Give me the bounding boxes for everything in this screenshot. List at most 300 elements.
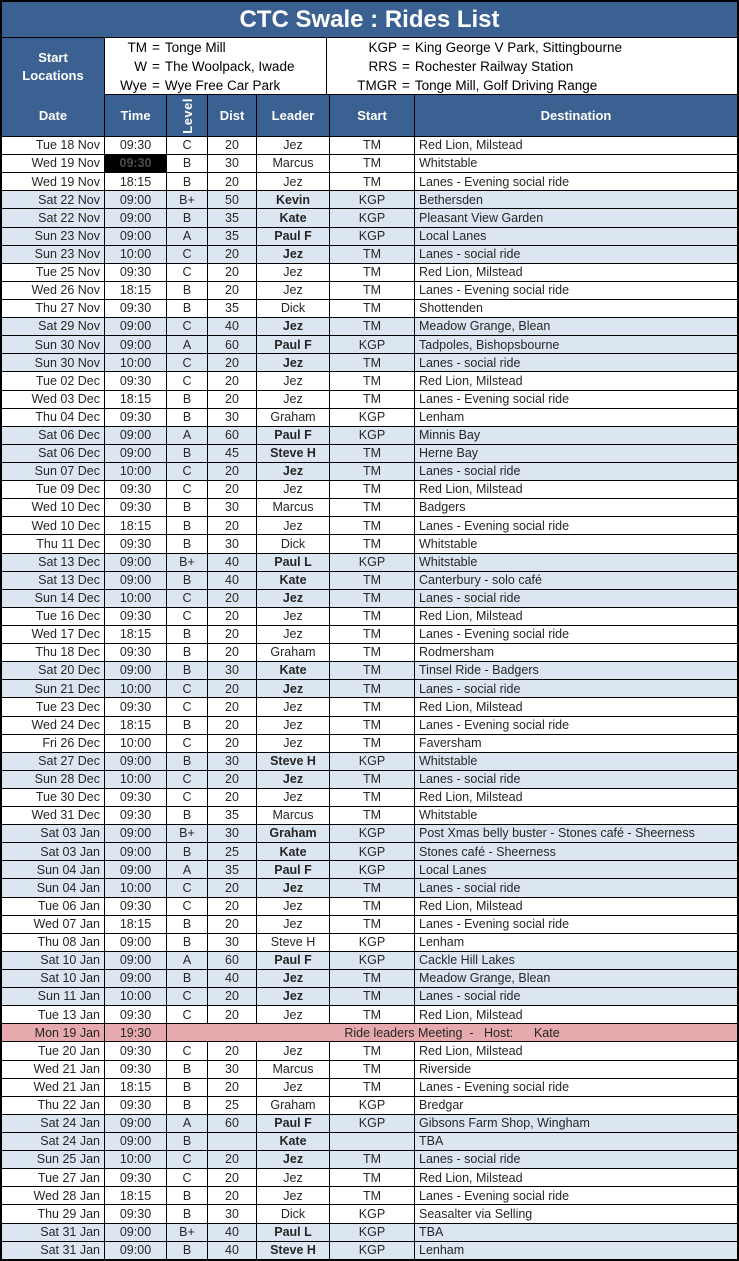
leader-cell[interactable]: Jez [257, 1169, 330, 1186]
destination-cell[interactable]: Whitstable [419, 554, 478, 569]
date-cell[interactable]: Sun 11 Jan [2, 988, 105, 1005]
dist-cell[interactable]: 20 [208, 282, 257, 299]
date-cell[interactable]: Tue 18 Nov [2, 137, 105, 154]
leader-cell[interactable]: Kate [257, 1133, 330, 1150]
leader-cell[interactable]: Jez [257, 1187, 330, 1204]
destination-cell[interactable]: Bredgar [419, 1098, 464, 1113]
level-cell[interactable]: B+ [167, 191, 208, 208]
leader-cell[interactable]: Steve H [257, 934, 330, 951]
start-cell[interactable]: TM [330, 463, 415, 480]
time-cell[interactable]: 09:00 [105, 843, 167, 860]
leader-cell[interactable]: Jez [257, 735, 330, 752]
start-cell[interactable]: TM [330, 318, 415, 335]
leader-cell[interactable]: Jez [257, 137, 330, 154]
level-cell[interactable]: B [167, 1187, 208, 1204]
date-cell[interactable]: Sat 06 Dec [2, 427, 105, 444]
level-cell[interactable]: B [167, 644, 208, 661]
destination-cell[interactable]: Red Lion, Milstead [419, 790, 523, 805]
date-cell[interactable]: Tue 27 Jan [2, 1169, 105, 1186]
time-cell[interactable]: 10:00 [105, 680, 167, 697]
start-cell[interactable]: KGP [330, 861, 415, 878]
start-cell[interactable]: KGP [330, 1097, 415, 1114]
dist-cell[interactable]: 25 [208, 1097, 257, 1114]
destination-cell[interactable]: Whitstable [419, 536, 478, 551]
dist-cell[interactable]: 20 [208, 879, 257, 896]
start-cell[interactable]: TM [330, 517, 415, 534]
destination-cell[interactable]: Local Lanes [419, 228, 487, 243]
time-cell[interactable]: 09:30 [105, 1097, 167, 1114]
dist-cell[interactable]: 20 [208, 916, 257, 933]
dist-cell[interactable]: 30 [208, 499, 257, 516]
leader-cell[interactable]: Graham [257, 644, 330, 661]
dist-cell[interactable]: 20 [208, 644, 257, 661]
level-cell[interactable]: C [167, 698, 208, 715]
destination-cell[interactable]: Lanes - Evening social ride [419, 627, 570, 642]
level-cell[interactable]: C [167, 771, 208, 788]
destination-cell[interactable]: Seasalter via Selling [419, 1206, 533, 1221]
leader-cell[interactable]: Jez [257, 590, 330, 607]
dist-cell[interactable]: 30 [208, 409, 257, 426]
leader-cell[interactable]: Steve H [257, 1242, 330, 1259]
time-cell[interactable]: 09:00 [105, 934, 167, 951]
destination-cell[interactable]: Tinsel Ride - Badgers [419, 663, 539, 678]
date-cell[interactable]: Wed 21 Jan [2, 1079, 105, 1096]
date-cell[interactable]: Sun 14 Dec [2, 590, 105, 607]
date-cell[interactable]: Sun 04 Jan [2, 879, 105, 896]
time-cell[interactable]: 09:00 [105, 427, 167, 444]
dist-cell[interactable]: 60 [208, 336, 257, 353]
start-cell[interactable]: TM [330, 1187, 415, 1204]
destination-cell[interactable]: Lanes - social ride [419, 772, 521, 787]
destination-cell[interactable]: Lanes - Evening social ride [419, 717, 570, 732]
time-cell[interactable]: 09:30 [105, 608, 167, 625]
start-cell[interactable]: TM [330, 372, 415, 389]
time-cell[interactable]: 10:00 [105, 735, 167, 752]
date-cell[interactable]: Sat 22 Nov [2, 191, 105, 208]
time-cell[interactable]: 09:00 [105, 228, 167, 245]
time-cell[interactable]: 09:00 [105, 1133, 167, 1150]
date-cell[interactable]: Wed 10 Dec [2, 499, 105, 516]
dist-cell[interactable]: 20 [208, 717, 257, 734]
dist-cell[interactable]: 40 [208, 970, 257, 987]
date-cell[interactable]: Thu 11 Dec [2, 535, 105, 552]
start-cell[interactable]: KGP [330, 843, 415, 860]
start-cell[interactable]: TM [330, 898, 415, 915]
date-cell[interactable]: Sat 29 Nov [2, 318, 105, 335]
date-cell[interactable]: Sun 28 Dec [2, 771, 105, 788]
start-cell[interactable]: TM [330, 282, 415, 299]
date-cell[interactable]: Sat 03 Jan [2, 843, 105, 860]
level-cell[interactable]: C [167, 735, 208, 752]
dist-cell[interactable]: 30 [208, 535, 257, 552]
time-cell[interactable]: 09:30 [105, 698, 167, 715]
time-cell[interactable]: 09:30 [105, 481, 167, 498]
date-cell[interactable]: Sat 24 Jan [2, 1133, 105, 1150]
dist-cell[interactable]: 40 [208, 1242, 257, 1259]
time-cell[interactable]: 09:30 [105, 535, 167, 552]
dist-cell[interactable]: 40 [208, 318, 257, 335]
date-cell[interactable]: Sun 04 Jan [2, 861, 105, 878]
dist-cell[interactable] [208, 1133, 257, 1150]
dist-cell[interactable]: 20 [208, 372, 257, 389]
time-cell[interactable]: 09:00 [105, 1242, 167, 1259]
date-cell[interactable]: Tue 25 Nov [2, 264, 105, 281]
start-cell[interactable]: TM [330, 1151, 415, 1168]
level-cell[interactable]: C [167, 481, 208, 498]
destination-cell[interactable]: Red Lion, Milstead [419, 699, 523, 714]
destination-cell[interactable]: Red Lion, Milstead [419, 1007, 523, 1022]
leader-cell[interactable]: Paul F [257, 861, 330, 878]
dist-cell[interactable]: 50 [208, 191, 257, 208]
destination-cell[interactable]: Pleasant View Garden [419, 210, 544, 225]
date-cell[interactable]: Sat 06 Dec [2, 445, 105, 462]
start-cell[interactable]: TM [330, 608, 415, 625]
start-cell[interactable]: KGP [330, 934, 415, 951]
start-cell[interactable]: TM [330, 879, 415, 896]
time-cell[interactable]: 09:30 [105, 264, 167, 281]
date-cell[interactable]: Fri 26 Dec [2, 735, 105, 752]
leader-cell[interactable]: Jez [257, 698, 330, 715]
leader-cell[interactable]: Paul F [257, 952, 330, 969]
level-cell[interactable]: B [167, 970, 208, 987]
leader-cell[interactable]: Marcus [257, 499, 330, 516]
leader-cell[interactable]: Kate [257, 572, 330, 589]
destination-cell[interactable]: Herne Bay [419, 446, 479, 461]
destination-cell[interactable]: Lanes - social ride [419, 681, 521, 696]
leader-cell[interactable]: Jez [257, 771, 330, 788]
dist-cell[interactable]: 20 [208, 988, 257, 1005]
time-cell[interactable]: 09:00 [105, 336, 167, 353]
date-cell[interactable]: Sun 23 Nov [2, 246, 105, 263]
date-cell[interactable]: Wed 10 Dec [2, 517, 105, 534]
time-cell[interactable]: 10:00 [105, 246, 167, 263]
destination-cell[interactable]: Canterbury - solo café [419, 572, 542, 587]
level-cell[interactable]: C [167, 608, 208, 625]
date-cell[interactable]: Sun 25 Jan [2, 1151, 105, 1168]
destination-cell[interactable]: Lanes - Evening social ride [419, 518, 570, 533]
destination-cell[interactable]: Lenham [419, 935, 465, 950]
time-cell[interactable]: 09:00 [105, 191, 167, 208]
destination-cell[interactable]: Cackle Hill Lakes [419, 953, 515, 968]
start-cell[interactable]: TM [330, 717, 415, 734]
start-cell[interactable]: TM [330, 662, 415, 679]
dist-cell[interactable]: 35 [208, 861, 257, 878]
dist-cell[interactable]: 30 [208, 1061, 257, 1078]
start-cell[interactable]: TM [330, 680, 415, 697]
date-cell[interactable]: Tue 20 Jan [2, 1042, 105, 1059]
leader-cell[interactable]: Marcus [257, 807, 330, 824]
dist-cell[interactable]: 30 [208, 662, 257, 679]
date-cell[interactable]: Sat 10 Jan [2, 970, 105, 987]
dist-cell[interactable]: 40 [208, 1224, 257, 1241]
level-cell[interactable]: A [167, 1115, 208, 1132]
time-cell[interactable]: 10:00 [105, 354, 167, 371]
start-cell[interactable]: KGP [330, 554, 415, 571]
dist-cell[interactable]: 35 [208, 807, 257, 824]
destination-cell[interactable]: Whitstable [419, 156, 478, 171]
time-cell[interactable]: 09:00 [105, 445, 167, 462]
dist-cell[interactable]: 30 [208, 934, 257, 951]
start-cell[interactable]: KGP [330, 825, 415, 842]
destination-cell[interactable]: Lanes - social ride [419, 880, 521, 895]
level-cell[interactable]: B [167, 517, 208, 534]
level-cell[interactable]: B [167, 499, 208, 516]
start-cell[interactable]: TM [330, 572, 415, 589]
leader-cell[interactable]: Paul F [257, 228, 330, 245]
start-cell[interactable]: TM [330, 735, 415, 752]
destination-cell[interactable]: Tadpoles, Bishopsbourne [419, 337, 560, 352]
level-cell[interactable]: B [167, 535, 208, 552]
dist-cell[interactable]: 20 [208, 698, 257, 715]
start-cell[interactable]: KGP [330, 209, 415, 226]
time-cell[interactable]: 10:00 [105, 590, 167, 607]
leader-cell[interactable]: Kevin [257, 191, 330, 208]
time-cell[interactable]: 09:30 [105, 807, 167, 824]
destination-cell[interactable]: TBA [419, 1134, 444, 1149]
date-cell[interactable]: Wed 28 Jan [2, 1187, 105, 1204]
start-cell[interactable]: KGP [330, 409, 415, 426]
destination-cell[interactable]: Lanes - Evening social ride [419, 1188, 570, 1203]
leader-cell[interactable]: Graham [257, 825, 330, 842]
dist-cell[interactable]: 20 [208, 1169, 257, 1186]
dist-cell[interactable]: 20 [208, 391, 257, 408]
time-cell[interactable]: 09:30 [105, 499, 167, 516]
leader-cell[interactable]: Jez [257, 282, 330, 299]
date-cell[interactable]: Wed 17 Dec [2, 626, 105, 643]
destination-cell[interactable]: Whitstable [419, 808, 478, 823]
dist-cell[interactable]: 20 [208, 354, 257, 371]
start-cell[interactable]: KGP [330, 427, 415, 444]
destination-cell[interactable]: Meadow Grange, Blean [419, 971, 551, 986]
start-cell[interactable]: TM [330, 1061, 415, 1078]
time-cell[interactable]: 18:15 [105, 173, 167, 190]
level-cell[interactable]: B [167, 409, 208, 426]
destination-cell[interactable]: Red Lion, Milstead [419, 265, 523, 280]
start-cell[interactable]: TM [330, 246, 415, 263]
start-cell[interactable]: TM [330, 499, 415, 516]
dist-cell[interactable]: 30 [208, 753, 257, 770]
time-cell[interactable]: 09:00 [105, 952, 167, 969]
start-cell[interactable]: TM [330, 137, 415, 154]
dist-cell[interactable]: 20 [208, 173, 257, 190]
date-cell[interactable]: Thu 04 Dec [2, 409, 105, 426]
start-cell[interactable]: TM [330, 1042, 415, 1059]
destination-cell[interactable]: Red Lion, Milstead [419, 898, 523, 913]
time-cell[interactable]: 09:00 [105, 209, 167, 226]
time-cell[interactable]: 09:30 [105, 1061, 167, 1078]
start-cell[interactable]: TM [330, 916, 415, 933]
leader-cell[interactable]: Jez [257, 789, 330, 806]
destination-cell[interactable]: Stones café - Sheerness [419, 844, 556, 859]
leader-cell[interactable]: Jez [257, 1006, 330, 1023]
dist-cell[interactable]: 35 [208, 300, 257, 317]
level-cell[interactable]: C [167, 789, 208, 806]
dist-cell[interactable]: 60 [208, 427, 257, 444]
destination-cell[interactable]: Red Lion, Milstead [419, 1043, 523, 1058]
date-cell[interactable]: Wed 07 Jan [2, 916, 105, 933]
time-cell[interactable]: 09:00 [105, 318, 167, 335]
start-cell[interactable] [330, 1133, 415, 1150]
level-cell[interactable]: C [167, 354, 208, 371]
time-cell[interactable]: 10:00 [105, 771, 167, 788]
date-cell[interactable]: Sat 03 Jan [2, 825, 105, 842]
time-cell[interactable]: 09:30 [105, 644, 167, 661]
leader-cell[interactable]: Jez [257, 1079, 330, 1096]
start-cell[interactable]: KGP [330, 753, 415, 770]
level-cell[interactable]: A [167, 427, 208, 444]
time-cell[interactable]: 09:30 [105, 1169, 167, 1186]
level-cell[interactable]: B+ [167, 1224, 208, 1241]
dist-cell[interactable]: 30 [208, 825, 257, 842]
dist-cell[interactable]: 40 [208, 554, 257, 571]
dist-cell[interactable]: 45 [208, 445, 257, 462]
time-cell[interactable]: 09:30 [105, 898, 167, 915]
level-cell[interactable]: C [167, 318, 208, 335]
destination-cell[interactable]: Bethersden [419, 192, 483, 207]
level-cell[interactable]: B [167, 1097, 208, 1114]
time-cell[interactable]: 09:00 [105, 1115, 167, 1132]
leader-cell[interactable]: Dick [257, 300, 330, 317]
level-cell[interactable]: B [167, 282, 208, 299]
leader-cell[interactable]: Jez [257, 970, 330, 987]
date-cell[interactable]: Tue 23 Dec [2, 698, 105, 715]
date-cell[interactable]: Sat 22 Nov [2, 209, 105, 226]
start-cell[interactable]: KGP [330, 191, 415, 208]
leader-cell[interactable]: Jez [257, 463, 330, 480]
dist-cell[interactable]: 20 [208, 1042, 257, 1059]
date-cell[interactable]: Mon 19 Jan [2, 1024, 105, 1041]
leader-cell[interactable]: Jez [257, 680, 330, 697]
destination-cell[interactable]: Gibsons Farm Shop, Wingham [419, 1116, 590, 1131]
destination-cell[interactable]: Lanes - social ride [419, 989, 521, 1004]
dist-cell[interactable]: 20 [208, 137, 257, 154]
time-cell[interactable]: 18:15 [105, 1079, 167, 1096]
date-cell[interactable]: Wed 19 Nov [2, 155, 105, 172]
time-cell[interactable]: 09:00 [105, 825, 167, 842]
time-cell[interactable]: 09:00 [105, 1224, 167, 1241]
time-cell[interactable]: 18:15 [105, 391, 167, 408]
level-cell[interactable]: B [167, 1133, 208, 1150]
start-cell[interactable]: TM [330, 391, 415, 408]
level-cell[interactable]: B [167, 807, 208, 824]
start-cell[interactable]: TM [330, 155, 415, 172]
destination-cell[interactable]: Lanes - Evening social ride [419, 174, 570, 189]
destination-cell[interactable]: Lanes - social ride [419, 355, 521, 370]
leader-cell[interactable]: Graham [257, 409, 330, 426]
destination-cell[interactable]: Lanes - Evening social ride [419, 391, 570, 406]
dist-cell[interactable]: 20 [208, 789, 257, 806]
time-cell[interactable]: 09:00 [105, 970, 167, 987]
destination-cell[interactable]: Whitstable [419, 754, 478, 769]
start-cell[interactable]: KGP [330, 952, 415, 969]
level-cell[interactable]: A [167, 336, 208, 353]
date-cell[interactable]: Sat 31 Jan [2, 1224, 105, 1241]
level-cell[interactable]: B+ [167, 554, 208, 571]
dist-cell[interactable]: 25 [208, 843, 257, 860]
destination-cell[interactable]: Badgers [419, 500, 466, 515]
start-cell[interactable]: TM [330, 807, 415, 824]
dist-cell[interactable]: 20 [208, 246, 257, 263]
start-cell[interactable]: TM [330, 988, 415, 1005]
dist-cell[interactable]: 20 [208, 463, 257, 480]
date-cell[interactable]: Wed 21 Jan [2, 1061, 105, 1078]
start-cell[interactable]: TM [330, 354, 415, 371]
leader-cell[interactable]: Jez [257, 898, 330, 915]
start-cell[interactable]: TM [330, 1006, 415, 1023]
level-cell[interactable]: A [167, 952, 208, 969]
dist-cell[interactable]: 20 [208, 608, 257, 625]
start-cell[interactable]: TM [330, 970, 415, 987]
destination-cell[interactable]: Red Lion, Milstead [419, 1170, 523, 1185]
start-cell[interactable]: TM [330, 698, 415, 715]
leader-cell[interactable]: Jez [257, 391, 330, 408]
time-cell[interactable]: 09:00 [105, 554, 167, 571]
level-cell[interactable]: B [167, 300, 208, 317]
date-cell[interactable]: Sat 13 Dec [2, 572, 105, 589]
date-cell[interactable]: Wed 31 Dec [2, 807, 105, 824]
time-cell[interactable]: 10:00 [105, 463, 167, 480]
level-cell[interactable]: B [167, 1079, 208, 1096]
level-cell[interactable]: C [167, 1006, 208, 1023]
leader-cell[interactable]: Paul F [257, 336, 330, 353]
leader-cell[interactable]: Jez [257, 626, 330, 643]
level-cell[interactable]: B [167, 1061, 208, 1078]
destination-cell[interactable]: Post Xmas belly buster - Stones café - Sheerness [419, 826, 695, 841]
destination-cell[interactable]: Faversham [419, 735, 482, 750]
leader-cell[interactable]: Jez [257, 354, 330, 371]
dist-cell[interactable]: 60 [208, 952, 257, 969]
meeting-text-cell[interactable]: Ride leaders Meeting - Host: Kate [344, 1025, 560, 1040]
date-cell[interactable]: Sat 27 Dec [2, 753, 105, 770]
destination-cell[interactable]: Red Lion, Milstead [419, 609, 523, 624]
date-cell[interactable]: Thu 22 Jan [2, 1097, 105, 1114]
leader-cell[interactable]: Jez [257, 372, 330, 389]
level-cell[interactable]: B [167, 916, 208, 933]
start-cell[interactable]: TM [330, 481, 415, 498]
leader-cell[interactable]: Jez [257, 916, 330, 933]
level-cell[interactable]: A [167, 861, 208, 878]
leader-cell[interactable]: Jez [257, 264, 330, 281]
start-cell[interactable]: TM [330, 300, 415, 317]
date-cell[interactable]: Wed 19 Nov [2, 173, 105, 190]
level-cell[interactable]: B [167, 445, 208, 462]
leader-cell[interactable]: Jez [257, 717, 330, 734]
level-cell[interactable]: C [167, 590, 208, 607]
destination-cell[interactable]: Lenham [419, 1242, 465, 1257]
destination-cell[interactable]: Local Lanes [419, 862, 487, 877]
leader-cell[interactable]: Jez [257, 1042, 330, 1059]
start-cell[interactable]: TM [330, 789, 415, 806]
level-cell[interactable]: A [167, 228, 208, 245]
destination-cell[interactable]: Lanes - Evening social ride [419, 1079, 570, 1094]
dist-cell[interactable]: 20 [208, 481, 257, 498]
time-cell[interactable]: 09:30 [105, 409, 167, 426]
leader-cell[interactable]: Dick [257, 535, 330, 552]
start-cell[interactable]: KGP [330, 1242, 415, 1259]
dist-cell[interactable]: 20 [208, 517, 257, 534]
date-cell[interactable]: Sun 30 Nov [2, 354, 105, 371]
time-cell[interactable]: 09:30 [105, 1042, 167, 1059]
date-cell[interactable]: Thu 29 Jan [2, 1205, 105, 1222]
level-cell[interactable]: B [167, 753, 208, 770]
level-cell[interactable]: C [167, 879, 208, 896]
dist-cell[interactable]: 20 [208, 735, 257, 752]
level-cell[interactable]: C [167, 246, 208, 263]
dist-cell[interactable]: 20 [208, 626, 257, 643]
level-cell[interactable]: B [167, 717, 208, 734]
destination-cell[interactable]: Lenham [419, 409, 465, 424]
destination-cell[interactable]: Rodmersham [419, 645, 495, 660]
